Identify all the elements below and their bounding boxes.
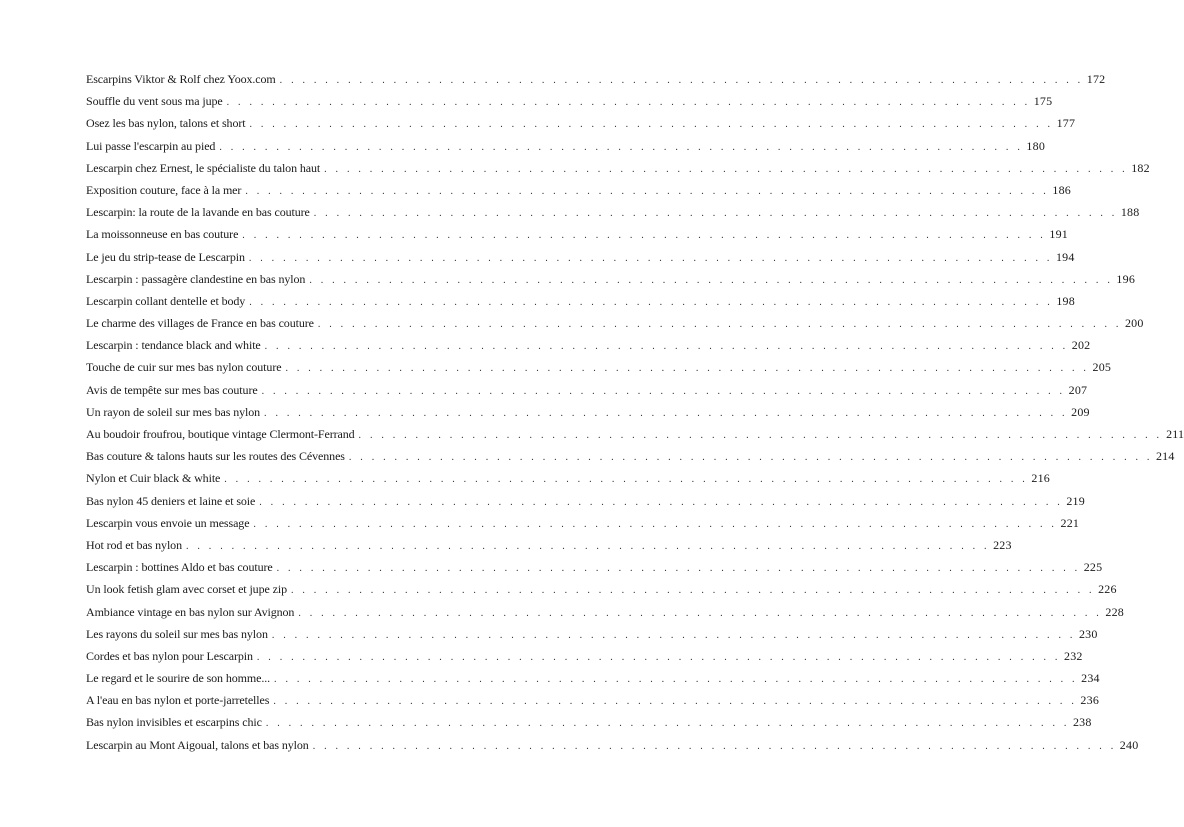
- toc-entry[interactable]: [86, 601, 1125, 623]
- toc-dot-leader: [249, 292, 1053, 314]
- toc-entry-page-number: 232: [1064, 648, 1083, 663]
- toc-entry-page-number: 225: [1083, 560, 1103, 575]
- toc-entry[interactable]: [86, 667, 1100, 689]
- toc-dot-leader: [313, 736, 1117, 758]
- toc-entry-page-number: 230: [1078, 626, 1098, 641]
- toc-entry-page-number: 216: [1031, 471, 1050, 486]
- toc-dot-leader: [285, 358, 1089, 380]
- toc-entry-title: Un look fetish glam avec corset et jupe zip: [86, 582, 287, 597]
- toc-dot-leader: [249, 114, 1053, 136]
- toc-dot-leader: [349, 447, 1153, 469]
- toc-entry-title: Lescarpin chez Ernest, le spécialiste du talon haut: [86, 160, 321, 175]
- toc-entry-title: Cordes et bas nylon pour Lescarpin: [86, 648, 253, 663]
- toc-entry-page-number: 214: [1155, 449, 1175, 464]
- toc-entry-title: Osez les bas nylon, talons et short: [86, 116, 246, 131]
- toc-entry-page-number: 194: [1055, 249, 1075, 264]
- toc-dot-leader: [186, 536, 990, 558]
- toc-entry-title: Touche de cuir sur mes bas nylon couture: [86, 360, 282, 375]
- toc-entry-page-number: 207: [1068, 382, 1088, 397]
- toc-entry-page-number: 234: [1081, 671, 1100, 686]
- toc-entry[interactable]: [86, 556, 1103, 578]
- toc-entry-title: Hot rod et bas nylon: [86, 537, 182, 552]
- toc-dot-leader: [227, 92, 1031, 114]
- toc-dot-leader: [262, 381, 1066, 403]
- toc-dot-leader: [314, 203, 1118, 225]
- toc-entry-page-number: 236: [1080, 693, 1100, 708]
- toc-entry[interactable]: [86, 246, 1075, 268]
- toc-dot-leader: [242, 225, 1046, 247]
- toc-entry[interactable]: [86, 135, 1046, 157]
- toc-entry[interactable]: [86, 467, 1050, 489]
- toc-entry-page-number: 188: [1120, 205, 1140, 220]
- toc-entry-page-number: 182: [1131, 160, 1150, 175]
- toc-dot-leader: [259, 492, 1063, 514]
- toc-dot-leader: [291, 580, 1095, 602]
- toc-entry-page-number: 223: [993, 537, 1012, 552]
- toc-entry-page-number: 202: [1071, 338, 1091, 353]
- toc-dot-leader: [253, 514, 1057, 536]
- toc-entry[interactable]: [86, 90, 1053, 112]
- toc-entry-title: La moissonneuse en bas couture: [86, 227, 239, 242]
- toc-entry-title: Le charme des villages de France en bas couture: [86, 316, 314, 331]
- toc-dot-leader: [359, 425, 1163, 447]
- toc-entry-title: Lescarpin collant dentelle et body: [86, 293, 246, 308]
- toc-entry[interactable]: [86, 490, 1085, 512]
- toc-dot-leader: [309, 270, 1113, 292]
- toc-entry-title: Lescarpin : bottines Aldo et bas couture: [86, 560, 273, 575]
- toc-dot-leader: [298, 603, 1102, 625]
- toc-dot-leader: [257, 647, 1061, 669]
- toc-entry-title: Le jeu du strip-tease de Lescarpin: [86, 249, 245, 264]
- toc-entry-title: Souffle du vent sous ma jupe: [86, 94, 223, 109]
- toc-entry-page-number: 200: [1124, 316, 1144, 331]
- toc-entry-page-number: 221: [1060, 515, 1080, 530]
- toc-dot-leader: [324, 159, 1128, 181]
- toc-entry-page-number: 211: [1166, 427, 1184, 441]
- toc-entry[interactable]: [86, 401, 1090, 423]
- toc-entry-title: A l'eau en bas nylon et porte-jarretelles: [86, 693, 270, 708]
- toc-entry[interactable]: [86, 312, 1144, 334]
- toc-entry-page-number: 205: [1092, 360, 1112, 375]
- toc-entry-page-number: 180: [1026, 138, 1046, 153]
- toc-entry-title: Les rayons du soleil sur mes bas nylon: [86, 626, 268, 641]
- table-of-contents: [86, 68, 1184, 756]
- toc-entry[interactable]: [86, 512, 1080, 534]
- toc-entry[interactable]: [86, 179, 1072, 201]
- toc-dot-leader: [249, 248, 1053, 270]
- toc-entry-page-number: 177: [1056, 116, 1076, 131]
- toc-entry[interactable]: [86, 157, 1150, 179]
- toc-entry[interactable]: [86, 356, 1112, 378]
- toc-entry-title: Exposition couture, face à la mer: [86, 182, 242, 197]
- toc-entry[interactable]: [86, 578, 1117, 600]
- toc-entry-title: Lescarpin: la route de la lavande en bas couture: [86, 205, 310, 220]
- toc-entry-title: Avis de tempête sur mes bas couture: [86, 382, 258, 397]
- toc-dot-leader: [224, 469, 1028, 491]
- toc-dot-leader: [266, 713, 1070, 735]
- toc-entry-page-number: 240: [1119, 737, 1139, 752]
- toc-entry[interactable]: [86, 68, 1106, 90]
- toc-entry-title: Escarpins Viktor & Rolf chez Yoox.com: [86, 72, 276, 86]
- toc-entry-page-number: 226: [1098, 582, 1117, 597]
- toc-entry-title: Bas couture & talons hauts sur les routes des Cévennes: [86, 449, 345, 464]
- toc-entry[interactable]: [86, 112, 1076, 134]
- toc-dot-leader: [219, 137, 1023, 159]
- toc-entry-page-number: 175: [1033, 94, 1053, 109]
- toc-entry-title: Le regard et le sourire de son homme...: [86, 671, 271, 686]
- toc-dot-leader: [274, 669, 1078, 691]
- toc-entry-page-number: 219: [1066, 493, 1085, 508]
- toc-entry-page-number: 198: [1056, 293, 1075, 308]
- toc-entry-title: Lui passe l'escarpin au pied: [86, 138, 216, 153]
- toc-entry-title: Lescarpin : tendance black and white: [86, 338, 261, 353]
- toc-entry-title: Bas nylon 45 deniers et laine et soie: [86, 493, 256, 508]
- toc-entry[interactable]: [86, 290, 1075, 312]
- toc-entry-title: Bas nylon invisibles et escarpins chic: [86, 715, 262, 730]
- toc-entry[interactable]: [86, 734, 1139, 756]
- toc-entry[interactable]: [86, 334, 1091, 356]
- toc-dot-leader: [264, 403, 1068, 425]
- toc-entry-page-number: 228: [1105, 604, 1125, 619]
- toc-dot-leader: [245, 181, 1049, 203]
- toc-entry-title: Nylon et Cuir black & white: [86, 471, 221, 486]
- toc-entry-title: Lescarpin vous envoie un message: [86, 515, 250, 530]
- toc-entry[interactable]: [86, 223, 1068, 245]
- toc-dot-leader: [273, 691, 1077, 713]
- toc-dot-leader: [265, 336, 1069, 358]
- toc-dot-leader: [272, 625, 1076, 647]
- toc-entry[interactable]: [86, 379, 1088, 401]
- toc-entry-title: Lescarpin au Mont Aigoual, talons et bas nylon: [86, 737, 309, 752]
- toc-entry[interactable]: [86, 268, 1136, 290]
- toc-dot-leader: [280, 70, 1084, 92]
- toc-entry[interactable]: [86, 423, 1184, 445]
- toc-entry-page-number: 196: [1116, 271, 1136, 286]
- toc-entry-page-number: 238: [1072, 715, 1092, 730]
- toc-entry-page-number: 209: [1071, 404, 1090, 419]
- toc-entry-page-number: 172: [1086, 72, 1106, 86]
- toc-entry-page-number: 186: [1052, 182, 1072, 197]
- toc-entry-title: Ambiance vintage en bas nylon sur Avignon: [86, 604, 295, 619]
- toc-entry[interactable]: [86, 645, 1083, 667]
- toc-dot-leader: [318, 314, 1122, 336]
- toc-entry-title: Un rayon de soleil sur mes bas nylon: [86, 404, 261, 419]
- toc-entry[interactable]: [86, 201, 1140, 223]
- toc-entry[interactable]: [86, 623, 1098, 645]
- toc-entry[interactable]: [86, 445, 1175, 467]
- toc-entry-page-number: 191: [1049, 227, 1068, 242]
- toc-entry-title: Au boudoir froufrou, boutique vintage Clermont-Ferrand: [86, 427, 355, 441]
- toc-dot-leader: [277, 558, 1081, 580]
- toc-entry[interactable]: [86, 711, 1092, 733]
- toc-entry[interactable]: [86, 534, 1012, 556]
- toc-entry[interactable]: [86, 689, 1100, 711]
- toc-entry-title: Lescarpin : passagère clandestine en bas nylon: [86, 271, 306, 286]
